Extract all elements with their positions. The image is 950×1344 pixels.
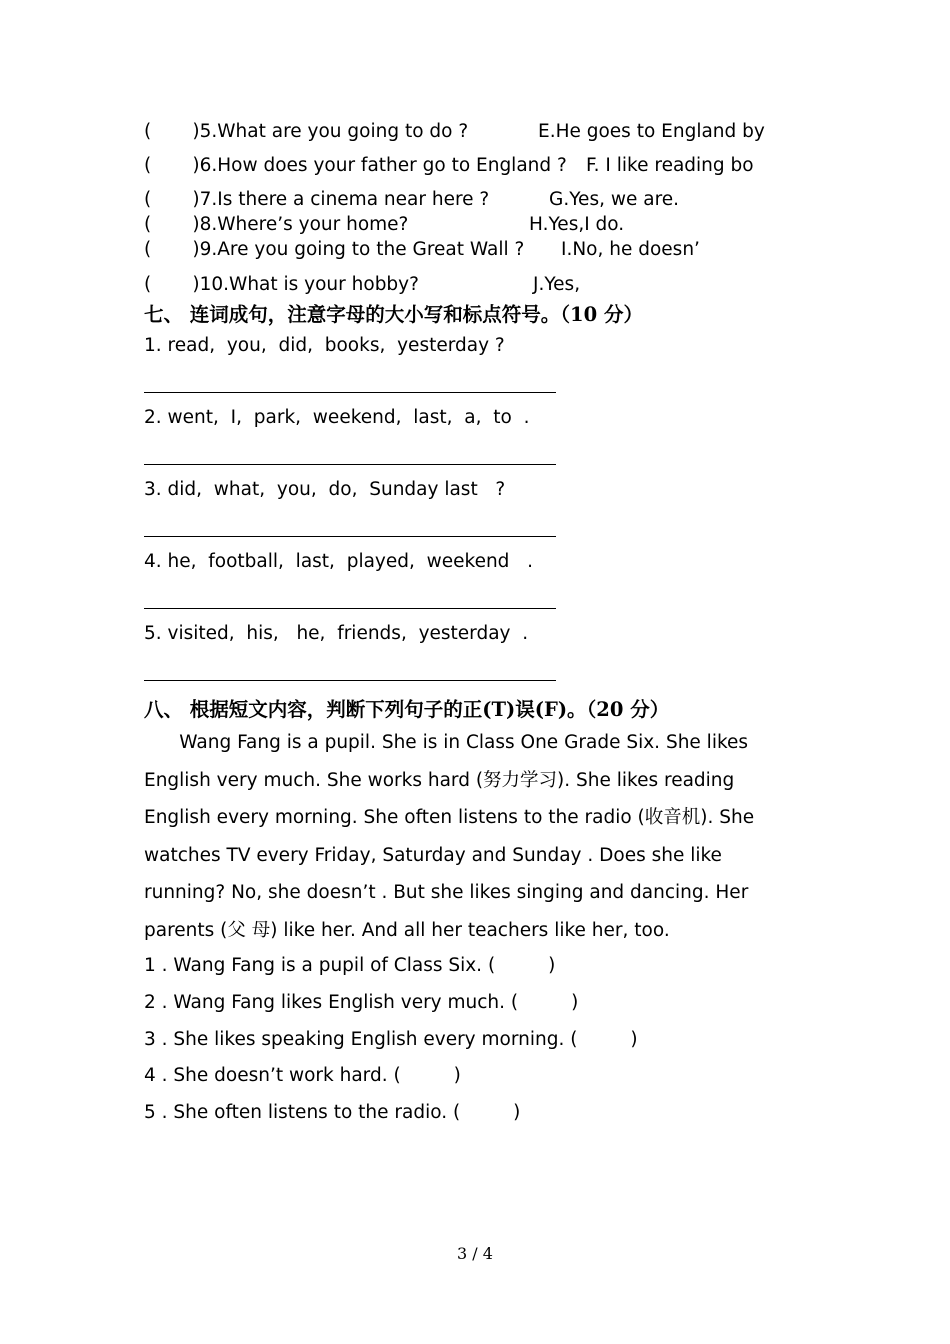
judgement-item-1[interactable]: 1 . Wang Fang is a pupil of Class Six. ( )	[144, 955, 556, 976]
judgement-item-2[interactable]: 2 . Wang Fang likes English very much. ( )	[144, 992, 579, 1013]
matching-question-9: ( )9.Are you going to the Great Wall ?	[144, 239, 525, 260]
matching-answer-f: F. I like reading bo	[586, 155, 754, 176]
judgement-item-5[interactable]: 5 . She often listens to the radio. ( )	[144, 1102, 521, 1123]
answer-line-5[interactable]	[144, 680, 556, 681]
answer-line-1[interactable]	[144, 392, 556, 393]
section-7-item-1: 1. read, you, did, books, yesterday ?	[144, 335, 505, 356]
matching-question-10: ( )10.What is your hobby?	[144, 274, 419, 295]
matching-answer-e: E.He goes to England by	[538, 121, 765, 142]
matching-question-7: ( )7.Is there a cinema near here ?	[144, 189, 490, 210]
passage-line: watches TV every Friday, Saturday and Sunday . Does she like	[144, 844, 722, 866]
section-7-item-4: 4. he, football, last, played, weekend .	[144, 551, 533, 572]
section-7-item-3: 3. did, what, you, do, Sunday last ?	[144, 479, 506, 500]
matching-question-5: ( )5.What are you going to do ?	[144, 121, 469, 142]
reading-passage	[144, 724, 784, 949]
passage-line: English every morning. She often listens to the radio (收音机). She	[144, 807, 755, 828]
judgement-item-4[interactable]: 4 . She doesn’t work hard. ( )	[144, 1065, 461, 1086]
answer-line-3[interactable]	[144, 536, 556, 537]
answer-line-2[interactable]	[144, 464, 556, 465]
passage-line: Wang Fang is a pupil. She is in Class One Grade Six. She likes	[144, 732, 749, 753]
passage-line: parents (父 母) like her. And all her teachers like her, too.	[144, 919, 670, 941]
passage-line: English very much. She works hard (努力学习). She likes reading	[144, 769, 735, 791]
page-number: 3 / 4	[457, 1244, 493, 1263]
answer-line-4[interactable]	[144, 608, 556, 609]
section-7-item-2: 2. went, I, park, weekend, last, a, to .	[144, 407, 530, 428]
matching-answer-g: G.Yes, we are.	[549, 189, 680, 210]
section-8-heading: 八、 根据短文内容，判断下列句子的正(T)误(F)。（20 分）	[144, 698, 670, 721]
matching-answer-j: J.Yes,	[533, 274, 581, 295]
section-7-item-5: 5. visited, his, he, friends, yesterday .	[144, 623, 529, 644]
judgement-item-3[interactable]: 3 . She likes speaking English every morning. ( )	[144, 1029, 638, 1050]
matching-answer-h: H.Yes,I do.	[529, 214, 625, 235]
matching-question-6: ( )6.How does your father go to England ?	[144, 155, 567, 176]
passage-line: running? No, she doesn’t . But she likes singing and dancing. Her	[144, 882, 749, 903]
matching-question-8: ( )8.Where’s your home?	[144, 214, 409, 235]
section-7-heading: 七、 连词成句，注意字母的大小写和标点符号。（10 分）	[144, 303, 643, 326]
matching-answer-i: I.No, he doesn’	[561, 239, 700, 260]
